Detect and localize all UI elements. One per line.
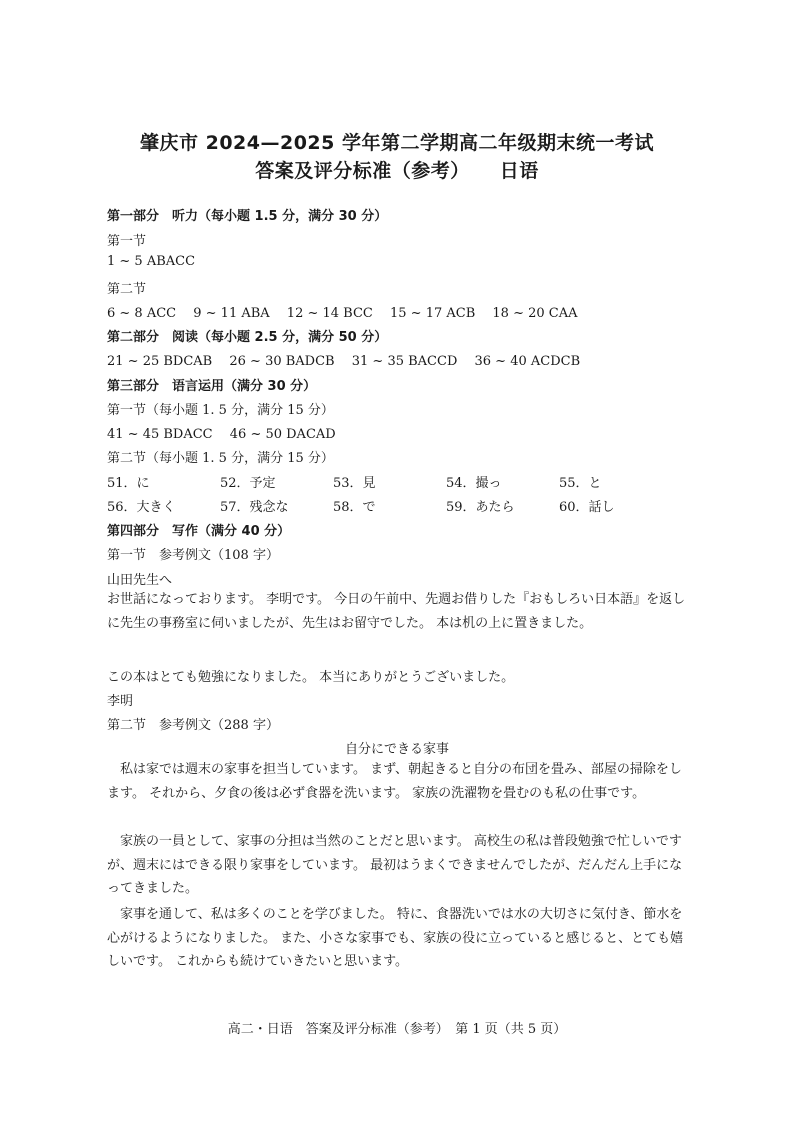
part4-section2-label: 第二节 参考例文（288 字）	[107, 718, 279, 733]
part1-section1-answers: 1 ~ 5 ABACC	[107, 254, 196, 269]
part1-heading: 第一部分 听力（每小题 1.5 分，满分 30 分）	[107, 209, 388, 224]
page-footer: 高二・日语 答案及评分标准（参考） 第 1 页（共 5 页）	[227, 1022, 567, 1037]
part4-section1-label: 第一节 参考例文（108 字）	[107, 548, 279, 563]
part3-section1-answers: 41 ~ 45 BDACC 46 ~ 50 DACAD	[107, 427, 336, 442]
fill-answer: 60．話し	[559, 500, 615, 515]
fill-answer: 52．予定	[220, 476, 276, 491]
fill-answer: 56．大きく	[107, 500, 176, 515]
essay-paragraph-1: 私は家では週末の家事を担当しています。 まず、朝起きると自分の布団を畳み、部屋の掃除をします。 それから、夕食の後は必ず食器を洗います。 家族の洗濯物を畳むのも私の仕事です。	[107, 762, 682, 801]
fill-answer: 54．撮っ	[446, 476, 502, 491]
fill-answer: 55．と	[559, 476, 602, 491]
letter-salutation: 山田先生へ	[107, 573, 173, 588]
part3-section1-label: 第一节（每小题 1. 5 分，满分 15 分）	[107, 403, 334, 418]
essay-title: 自分にできる家事	[344, 742, 449, 757]
fill-answer: 57．残念な	[220, 500, 289, 515]
part1-section1-label: 第一节	[107, 234, 147, 249]
letter-signature: 李明	[107, 694, 134, 709]
fill-answer: 58．で	[333, 500, 376, 515]
fill-answer: 53．見	[333, 476, 376, 491]
fill-answer: 51．に	[107, 476, 150, 491]
part1-section2-label: 第二节	[107, 282, 147, 297]
subtitle-main: 答案及评分标准（参考）	[255, 160, 470, 182]
part2-answers: 21 ~ 25 BDCAB 26 ~ 30 BADCB 31 ~ 35 BACCD 36 ~ 40 ACDCB	[107, 354, 581, 369]
fill-answer: 59．あたら	[446, 500, 515, 515]
part4-heading: 第四部分 写作（满分 40 分）	[107, 524, 291, 539]
part3-section2-label: 第二节（每小题 1. 5 分，满分 15 分）	[107, 451, 334, 466]
letter-body-1: お世話になっております。 李明です。 今日の午前中、先週お借りした『おもしろい日本語』を返しに先生の事務室に伺いましたが、先生はお留守でした。 本は机の上に置きました。	[107, 592, 686, 631]
exam-subtitle	[0, 156, 794, 183]
letter-body-2: この本はとても勉強になりました。 本当にありがとうございました。	[107, 670, 515, 685]
exam-title: 肇庆市 2024—2025 学年第二学期高二年级期末统一考试	[140, 132, 654, 154]
part2-heading: 第二部分 阅读（每小题 2.5 分，满分 50 分）	[107, 330, 388, 345]
essay-paragraph-3: 家事を通して、私は多くのことを学びました。 特に、食器洗いでは水の大切さに気付き、節水を心がけるようになりました。 また、小さな家事でも、家族の役に立っていると感じると、とても嬉しいです。 これからも続けていきたいと思います。	[107, 907, 684, 969]
essay-paragraph-2: 家族の一員として、家事の分担は当然のことだと思います。 高校生の私は普段勉強で忙しいですが、週末にはできる限り家事をしています。 最初はうまくできませんでしたが、だんだん上手になってきました。	[107, 834, 683, 896]
part1-section2-answers: 6 ~ 8 ACC 9 ~ 11 ABA 12 ~ 14 BCC 15 ~ 17 ACB 18 ~ 20 CAA	[107, 306, 578, 321]
subtitle-subject: 日语	[499, 160, 539, 182]
part3-heading: 第三部分 语言运用（满分 30 分）	[107, 379, 317, 394]
